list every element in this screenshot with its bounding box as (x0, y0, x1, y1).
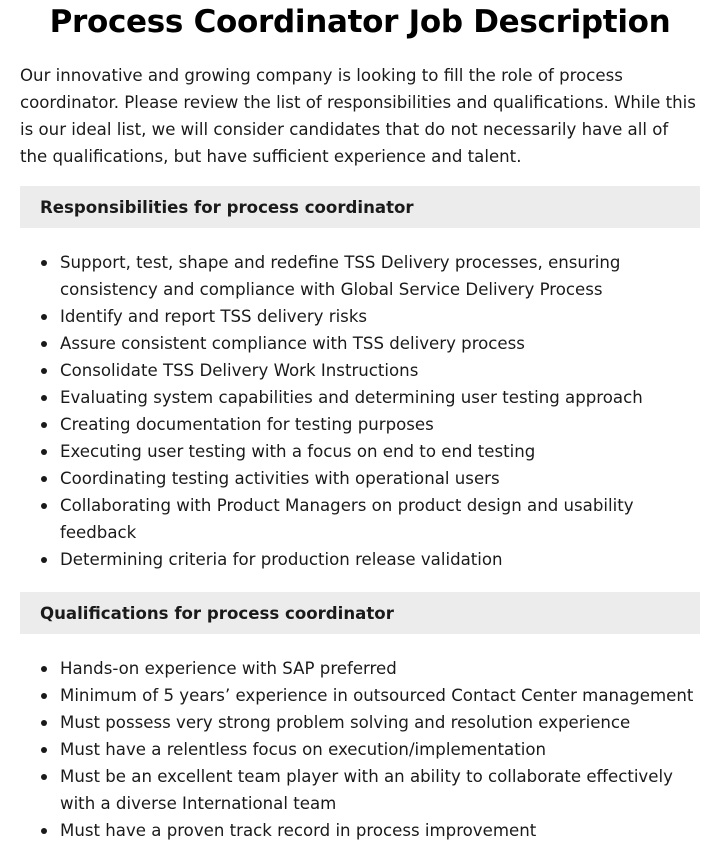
list-item: Creating documentation for testing purposes (20, 411, 700, 438)
list-item: Evaluating system capabilities and determining user testing approach (20, 384, 700, 411)
responsibilities-list (20, 249, 700, 573)
list-item: Hands-on experience with SAP preferred (20, 655, 700, 682)
qualifications-list (20, 655, 700, 844)
responsibilities-heading (20, 186, 700, 228)
list-item: Executing user testing with a focus on end to end testing (20, 438, 700, 465)
page-title: Process Coordinator Job Description (49, 4, 671, 40)
qualifications-heading-label: Qualifications for process coordinator (40, 603, 394, 623)
list-item: Identify and report TSS delivery risks (20, 303, 700, 330)
list-item: Must be an excellent team player with an ability to collaborate effectively with a diverse International team (20, 763, 700, 817)
list-item: Determining criteria for production release validation (20, 546, 700, 573)
list-item: Minimum of 5 years’ experience in outsourced Contact Center management (20, 682, 700, 709)
qualifications-heading (20, 592, 700, 634)
list-item: Collaborating with Product Managers on product design and usability feedback (20, 492, 700, 546)
list-item: Consolidate TSS Delivery Work Instructions (20, 357, 700, 384)
list-item: Must have a relentless focus on execution/implementation (20, 736, 700, 763)
intro-paragraph: Our innovative and growing company is looking to fill the role of process coordinator. Please review the list of responsibilities and qualifications. While this is our ideal list, we will consider candidates that do not necessarily have all of the qualifications, but have sufficient experience and talent. (20, 66, 696, 166)
list-item: Must possess very strong problem solving and resolution experience (20, 709, 700, 736)
list-item: Coordinating testing activities with operational users (20, 465, 700, 492)
responsibilities-heading-label: Responsibilities for process coordinator (40, 197, 414, 217)
list-item: Assure consistent compliance with TSS delivery process (20, 330, 700, 357)
list-item: Support, test, shape and redefine TSS Delivery processes, ensuring consistency and compliance with Global Service Delivery Process (20, 249, 700, 303)
list-item: Must have a proven track record in process improvement (20, 817, 700, 844)
